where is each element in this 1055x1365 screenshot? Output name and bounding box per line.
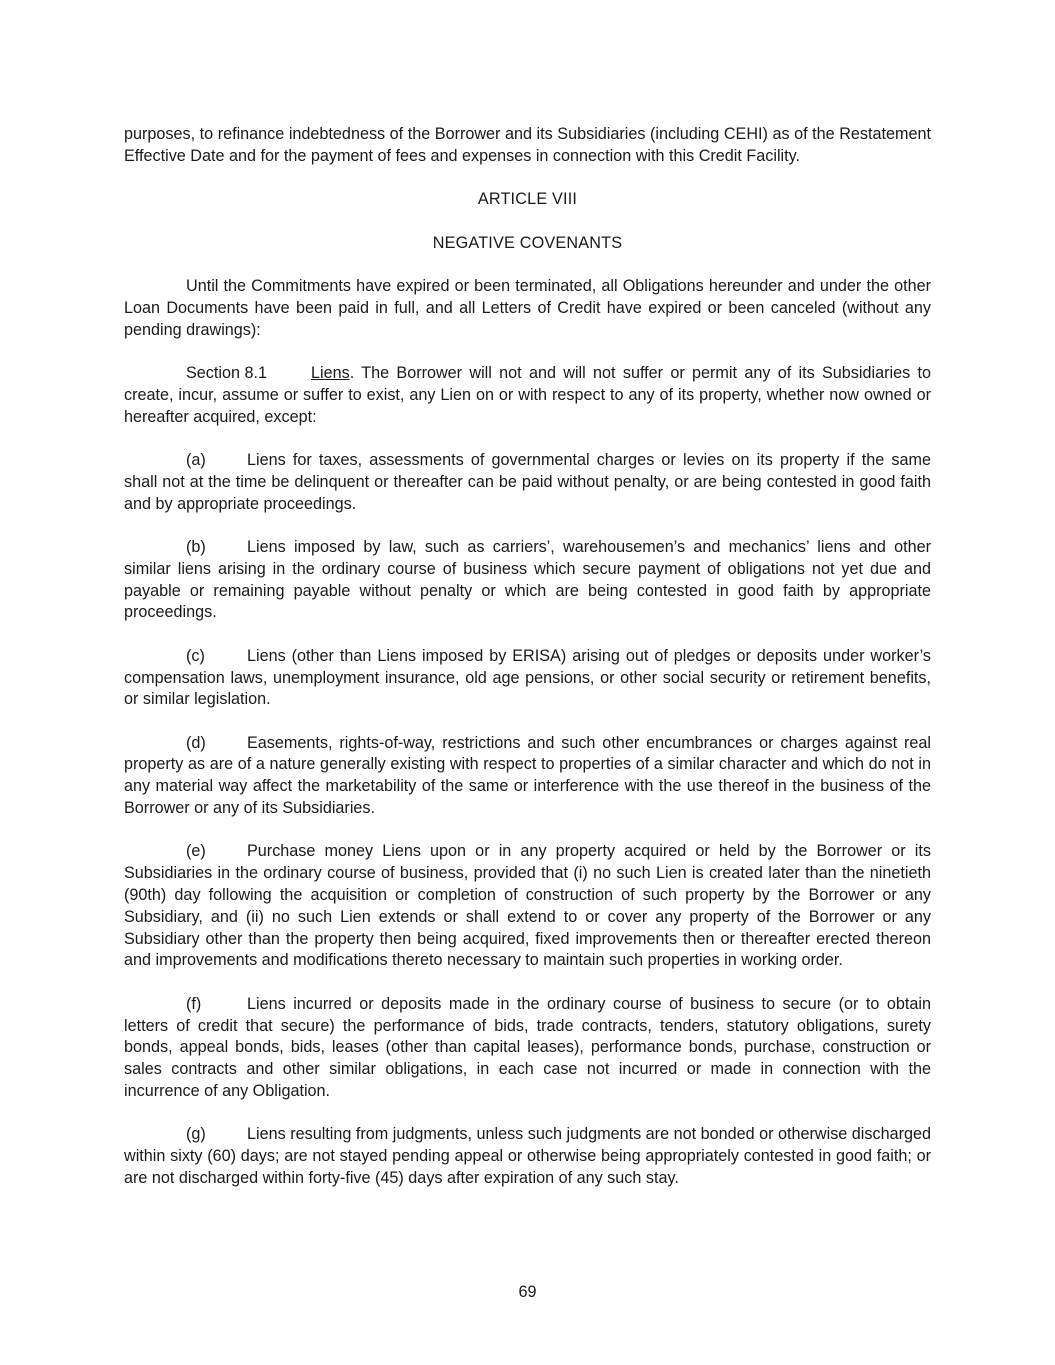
item-text: Liens incurred or deposits made in the ordinary course of business to secure (or to obtain letters of credit that secure) the performance of bids, trade contracts, tenders, statutory obligations, surety bonds, appeal bonds, bids, leases (other than capital leases), performance bonds, purchase, construction or sales contracts and other similar obligations, in each case not incurred or made in connection with the incurrence of any Obligation. [124, 994, 931, 1101]
item-label: (f) [186, 994, 202, 1013]
list-item-c [124, 646, 931, 711]
item-text: Liens resulting from judgments, unless such judgments are not bonded or otherwise discharged within sixty (60) days; are not stayed pending appeal or otherwise being appropriately contested in good faith; or are not discharged within forty-five (45) days after expiration of any such stay. [124, 1125, 931, 1188]
section-title: Liens [311, 363, 350, 382]
section-text: . The Borrower will not and will not suffer or permit any of its Subsidiaries to create, incur, assume or suffer to exist, any Lien on or with respect to any of its property, whether now owned or hereafter acquired, except: [124, 363, 931, 426]
item-label: (c) [186, 646, 205, 665]
page-body [124, 124, 931, 1211]
item-label: (e) [186, 842, 206, 861]
list-item-b [124, 537, 931, 624]
section-8-1-paragraph [124, 363, 931, 428]
list-item-d [124, 733, 931, 820]
page-number: 69 [518, 1283, 537, 1301]
item-label: (b) [186, 537, 206, 556]
item-label: (d) [186, 733, 206, 752]
list-item-e [124, 841, 931, 972]
preamble-paragraph: Until the Commitments have expired or been terminated, all Obligations hereunder and under the other Loan Documents have been paid in full, and all Letters of Credit have expired or been canceled (without any pending drawings): [124, 276, 931, 339]
item-text: Liens imposed by law, such as carriers’, warehousemen’s and mechanics’ liens and other similar liens arising in the ordinary course of business which secure payment of obligations not yet due and payable or remaining payable without penalty or which are being contested in good faith by appropriate proceedings. [124, 537, 931, 622]
item-text: Purchase money Liens upon or in any property acquired or held by the Borrower or its Subsidiaries in the ordinary course of business, provided that (i) no such Lien is created later than the ninetieth (90th) day following the acquisition or completion of construction of such property by the Borrower or any Subsidiary, and (ii) no such Lien extends or shall extend to or cover any property of the Borrower or any Subsidiary other than the property then being acquired, fixed improvements then or thereafter erected thereon and improvements and modifications thereto necessary to maintain such properties in working order. [124, 842, 931, 970]
article-number: ARTICLE VIII [477, 190, 578, 209]
list-item-f [124, 994, 931, 1103]
section-number: Section 8.1 [186, 363, 267, 382]
intro-continuation-paragraph: purposes, to refinance indebtedness of the Borrower and its Subsidiaries (including CEHI) as of the Restatement Effective Date and for the payment of fees and expenses in connection with this Credit Facility. [124, 125, 931, 165]
item-text: Easements, rights-of-way, restrictions and such other encumbrances or charges against real property as are of a nature generally existing with respect to properties of a similar character and which do not in any material way affect the marketability of the same or interference with the use thereof in the business of the Borrower or any of its Subsidiaries. [124, 733, 931, 818]
article-title: NEGATIVE COVENANTS [432, 233, 623, 252]
item-text: Liens (other than Liens imposed by ERISA) arising out of pledges or deposits under worker’s compensation laws, unemployment insurance, old age pensions, or other social security or retirement benefits, or similar legislation. [124, 646, 931, 709]
list-item-g [124, 1124, 931, 1189]
item-label: (g) [186, 1125, 206, 1144]
item-label: (a) [186, 450, 206, 469]
list-item-a [124, 450, 931, 515]
item-text: Liens for taxes, assessments of governmental charges or levies on its property if the same shall not at the time be delinquent or thereafter can be paid without penalty, or are being contested in good faith and by appropriate proceedings. [124, 450, 931, 513]
